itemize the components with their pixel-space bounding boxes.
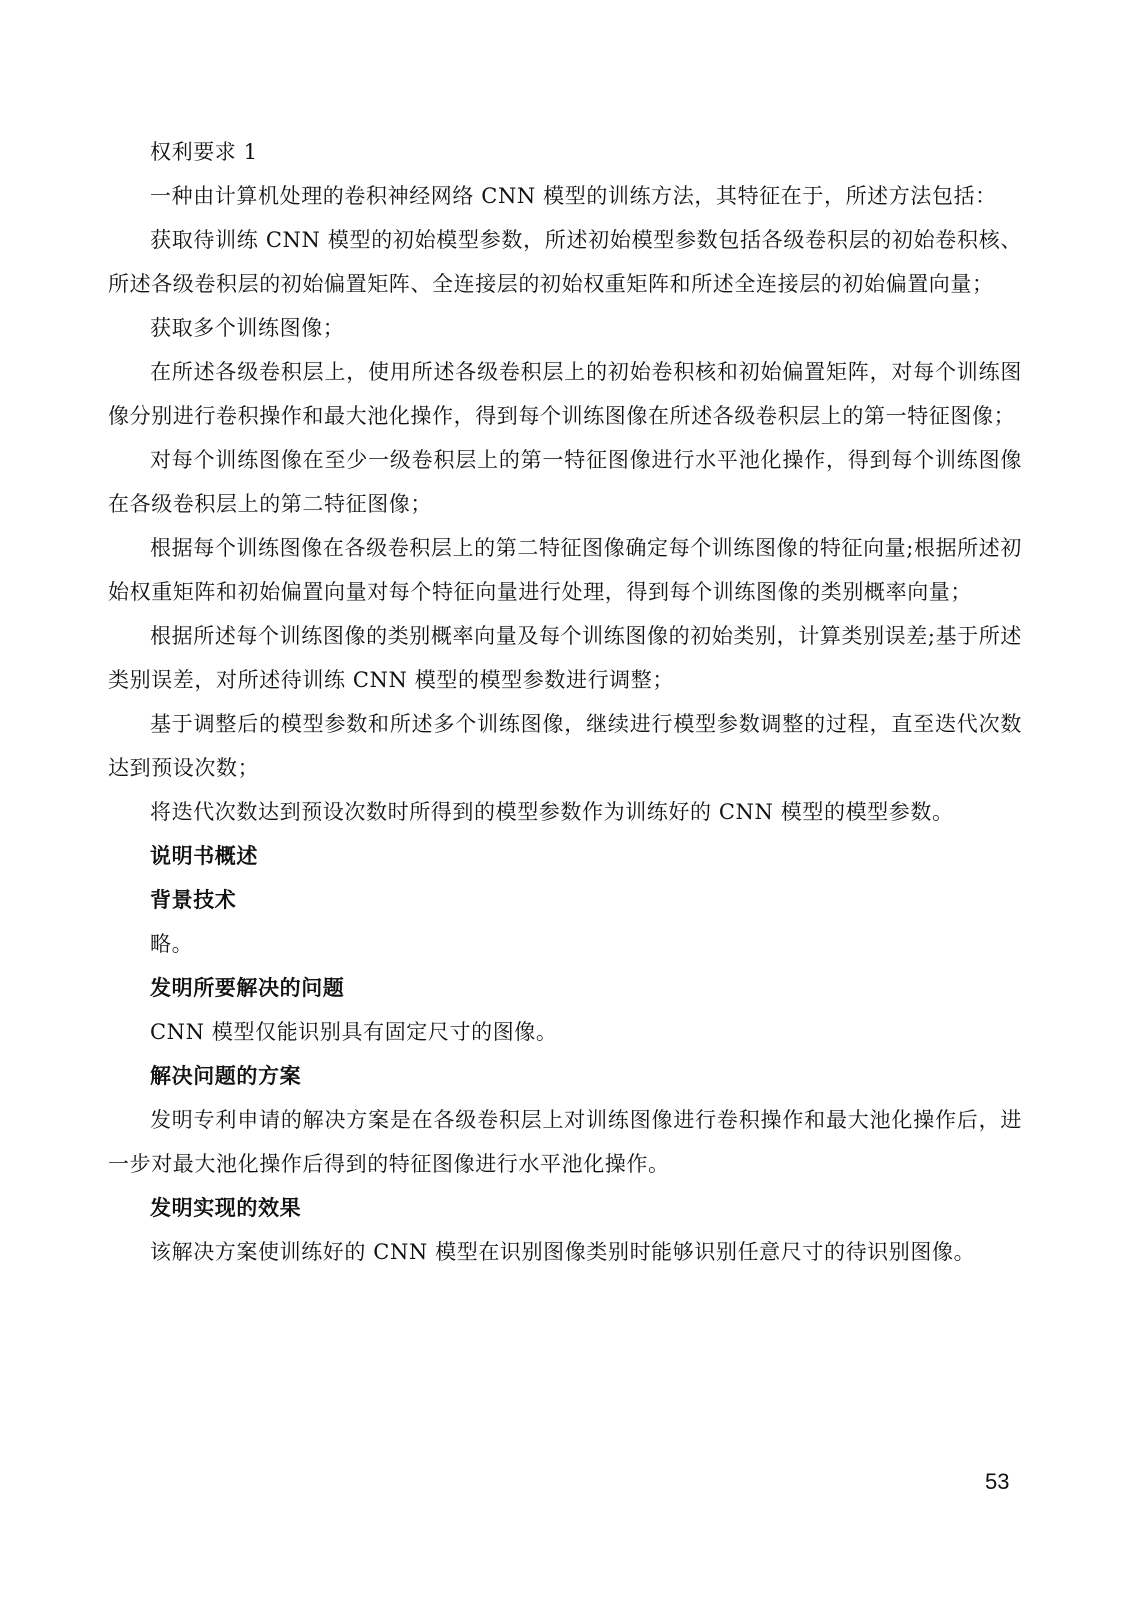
heading-effect: 发明实现的效果 xyxy=(150,1195,302,1220)
heading-solution: 解决问题的方案 xyxy=(150,1063,302,1088)
document-body xyxy=(108,130,1022,1274)
claim-step-feature-vector: 根据每个训练图像在各级卷积层上的第二特征图像确定每个训练图像的特征向量;根据所述初始权重矩阵和初始偏置向量对每个特征向量进行处理，得到每个训练图像的类别概率向量； xyxy=(108,536,1022,604)
claim-step-final-params: 将迭代次数达到预设次数时所得到的模型参数作为训练好的 CNN 模型的模型参数。 xyxy=(150,800,954,824)
solution-text: 发明专利申请的解决方案是在各级卷积层上对训练图像进行卷积操作和最大池化操作后，进一步对最大池化操作后得到的特征图像进行水平池化操作。 xyxy=(108,1108,1022,1176)
heading-background: 背景技术 xyxy=(150,887,237,912)
claim-step-initial-params: 获取待训练 CNN 模型的初始模型参数，所述初始模型参数包括各级卷积层的初始卷积核、所述各级卷积层的初始偏置矩阵、全连接层的初始权重矩阵和所述全连接层的初始偏置向量； xyxy=(108,228,1022,296)
claim-step-horizontal-pooling: 对每个训练图像在至少一级卷积层上的第一特征图像进行水平池化操作，得到每个训练图像在各级卷积层上的第二特征图像； xyxy=(108,448,1022,516)
page-number: 53 xyxy=(985,1469,1010,1494)
heading-problem: 发明所要解决的问题 xyxy=(150,975,345,1000)
claim-step-iteration: 基于调整后的模型参数和所述多个训练图像，继续进行模型参数调整的过程，直至迭代次数达到预设次数； xyxy=(108,712,1022,780)
background-text: 略。 xyxy=(150,932,194,956)
claim-step-training-images: 获取多个训练图像； xyxy=(150,316,345,340)
effect-text: 该解决方案使训练好的 CNN 模型在识别图像类别时能够识别任意尺寸的待识别图像。 xyxy=(150,1240,976,1264)
claim-preamble: 一种由计算机处理的卷积神经网络 CNN 模型的训练方法，其特征在于，所述方法包括： xyxy=(150,184,997,208)
claim-step-convolution: 在所述各级卷积层上，使用所述各级卷积层上的初始卷积核和初始偏置矩阵，对每个训练图像分别进行卷积操作和最大池化操作，得到每个训练图像在所述各级卷积层上的第一特征图像； xyxy=(108,360,1022,428)
heading-description-overview: 说明书概述 xyxy=(150,843,258,868)
claim-step-error: 根据所述每个训练图像的类别概率向量及每个训练图像的初始类别，计算类别误差;基于所述类别误差，对所述待训练 CNN 模型的模型参数进行调整； xyxy=(108,624,1022,692)
problem-text: CNN 模型仅能识别具有固定尺寸的图像。 xyxy=(150,1020,558,1044)
claim-title: 权利要求 1 xyxy=(150,140,258,164)
